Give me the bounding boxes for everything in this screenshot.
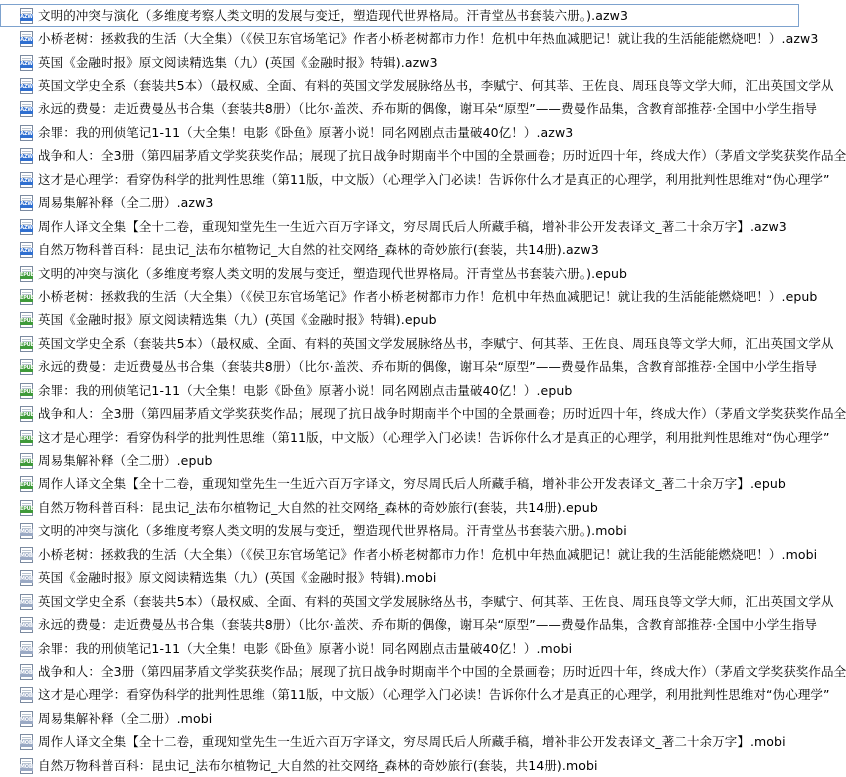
- file-type-badge: EPUB: [20, 294, 35, 301]
- azw3-file-icon: [20, 242, 33, 258]
- file-row[interactable]: [0, 356, 818, 379]
- mobi-file-icon: [20, 687, 33, 703]
- epub-file-icon: [20, 500, 33, 516]
- file-row[interactable]: [0, 98, 818, 121]
- file-row[interactable]: [0, 426, 830, 449]
- file-name: 文明的冲突与演化（多维度考察人类文明的发展与变迁，塑造现代世界格局。汗青堂丛书套装六册。).azw3: [38, 7, 628, 23]
- file-row[interactable]: [0, 192, 800, 215]
- file-name: 这才是心理学：看穿伪科学的批判性思维（第11版，中文版）（心理学入门必读！告诉你什么才是真正的心理学，利用批判性思维对“伪心理学”: [38, 687, 830, 703]
- file-type-badge: EPUB: [20, 341, 35, 348]
- file-name: 文明的冲突与演化（多维度考察人类文明的发展与变迁，塑造现代世界格局。汗青堂丛书套装六册。).mobi: [38, 523, 627, 539]
- file-name: 周作人译文全集【全十二卷，重现知堂先生一生近六百万字译文，穷尽周氏后人所藏手稿，增补非公开发表译文_著二十余万字】.mobi: [38, 734, 786, 750]
- file-type-badge: EPUB: [20, 435, 35, 442]
- file-name: 永远的费曼：走近费曼丛书合集（套装共8册）（比尔·盖茨、乔布斯的偶像，谢耳朵“原型”——费曼作品集，含教育部推荐·全国中小学生指导: [38, 359, 818, 375]
- file-name: 英国文学史全系（套装共5本）（最权威、全面、有料的英国文学发展脉络丛书，李赋宁、何其莘、王佐良、周珏良等文学大师，汇出英国文学从: [38, 335, 834, 351]
- file-name: 英国《金融时报》原文阅读精选集（九）(英国《金融时报》特辑).mobi: [38, 570, 437, 586]
- file-name: 余罪：我的刑侦笔记1-11（大全集！电影《卧鱼》原著小说！同名网剧点击量破40亿！）.mobi: [38, 640, 573, 656]
- file-name: 自然万物科普百科：昆虫记_法布尔植物记_大自然的社交网络_森林的奇妙旅行(套装，共14册).azw3: [38, 242, 599, 258]
- epub-file-icon: [20, 430, 33, 446]
- file-name: 周作人译文全集【全十二卷，重现知堂先生一生近六百万字译文，穷尽周氏后人所藏手稿，增补非公开发表译文_著二十余万字】.azw3: [38, 218, 787, 234]
- file-row[interactable]: [0, 379, 800, 402]
- file-type-badge: EPUB: [20, 365, 35, 372]
- file-name: 英国《金融时报》原文阅读精选集（九）(英国《金融时报》特辑).epub: [38, 312, 437, 328]
- mobi-file-icon: [20, 641, 33, 657]
- file-type-badge: EPUB: [20, 482, 35, 489]
- file-name: 这才是心理学：看穿伪科学的批判性思维（第11版，中文版）（心理学入门必读！告诉你什么才是真正的心理学，利用批判性思维对“伪心理学”: [38, 429, 830, 445]
- file-type-badge: AZW: [20, 107, 33, 114]
- azw3-file-icon: [20, 8, 33, 24]
- azw3-file-icon: [20, 31, 33, 47]
- azw3-file-icon: [20, 148, 33, 164]
- file-row[interactable]: [0, 637, 800, 660]
- file-name: 永远的费曼：走近费曼丛书合集（套装共8册）（比尔·盖茨、乔布斯的偶像，谢耳朵“原型”——费曼作品集，含教育部推荐·全国中小学生指导: [38, 617, 818, 633]
- file-name: 小桥老树：拯救我的生活（大全集）（《侯卫东官场笔记》作者小桥老树都市力作！危机中年热血减肥记！就让我的生活能能燃烧吧！）.mobi: [38, 546, 818, 562]
- file-type-badge: AZW: [20, 37, 33, 44]
- file-row[interactable]: [0, 145, 846, 168]
- file-name: 战争和人：全3册（第四届茅盾文学奖获奖作品；展现了抗日战争时期南半个中国的全景画卷；历时近四十年，终成大作）（茅盾文学奖获奖作品全: [38, 148, 846, 164]
- file-row[interactable]: [0, 4, 799, 27]
- file-name: 余罪：我的刑侦笔记1-11（大全集！电影《卧鱼》原著小说！同名网剧点击量破40亿！）.epub: [38, 382, 573, 398]
- file-name: 战争和人：全3册（第四届茅盾文学奖获奖作品；展现了抗日战争时期南半个中国的全景画卷；历时近四十年，终成大作）（茅盾文学奖获奖作品全: [38, 406, 846, 422]
- mobi-file-icon: [20, 523, 33, 539]
- file-row[interactable]: [0, 520, 800, 543]
- file-name: 英国《金融时报》原文阅读精选集（九）(英国《金融时报》特辑).azw3: [38, 54, 438, 70]
- file-type-badge: AZW: [20, 84, 33, 91]
- file-name: 自然万物科普百科：昆虫记_法布尔植物记_大自然的社交网络_森林的奇妙旅行(套装，共14册).mobi: [38, 757, 598, 773]
- file-row[interactable]: [0, 731, 800, 754]
- mobi-file-icon: [20, 664, 33, 680]
- file-row[interactable]: [0, 543, 818, 566]
- file-type-badge: MOBI: [20, 646, 35, 653]
- file-type-badge: AZW: [20, 177, 33, 184]
- file-name: 周作人译文全集【全十二卷，重现知堂先生一生近六百万字译文，穷尽周氏后人所藏手稿，增补非公开发表译文_著二十余万字】.epub: [38, 476, 786, 492]
- file-name: 文明的冲突与演化（多维度考察人类文明的发展与变迁，塑造现代世界格局。汗青堂丛书套装六册。).epub: [38, 265, 628, 281]
- azw3-file-icon: [20, 55, 33, 71]
- azw3-file-icon: [20, 101, 33, 117]
- file-row[interactable]: [0, 309, 800, 332]
- file-row[interactable]: [0, 684, 830, 707]
- file-type-badge: EPUB: [20, 412, 35, 419]
- mobi-file-icon: [20, 547, 33, 563]
- file-row[interactable]: [0, 449, 800, 472]
- file-row[interactable]: [0, 51, 800, 74]
- file-name: 英国文学史全系（套装共5本）（最权威、全面、有料的英国文学发展脉络丛书，李赋宁、何其莘、王佐良、周珏良等文学大师，汇出英国文学从: [38, 593, 834, 609]
- azw3-file-icon: [20, 172, 33, 188]
- mobi-file-icon: [20, 617, 33, 633]
- file-row[interactable]: [0, 707, 800, 730]
- file-type-badge: AZW: [20, 13, 33, 20]
- epub-file-icon: [20, 406, 33, 422]
- file-row[interactable]: [0, 121, 800, 144]
- azw3-file-icon: [20, 78, 33, 94]
- file-name: 小桥老树：拯救我的生活（大全集）（《侯卫东官场笔记》作者小桥老树都市力作！危机中年热血减肥记！就让我的生活能能燃烧吧！）.azw3: [38, 31, 819, 47]
- file-type-badge: MOBI: [20, 693, 35, 700]
- file-row[interactable]: [0, 215, 800, 238]
- file-name: 这才是心理学：看穿伪科学的批判性思维（第11版，中文版）（心理学入门必读！告诉你什么才是真正的心理学，利用批判性思维对“伪心理学”: [38, 171, 830, 187]
- file-type-badge: AZW: [20, 224, 33, 231]
- epub-file-icon: [20, 359, 33, 375]
- file-type-badge: MOBI: [20, 740, 35, 747]
- file-name: 周易集解补释（全二册）.epub: [38, 453, 213, 469]
- file-type-badge: AZW: [20, 201, 33, 208]
- epub-file-icon: [20, 312, 33, 328]
- file-type-badge: AZW: [20, 154, 33, 161]
- file-type-badge: EPUB: [20, 271, 35, 278]
- file-row[interactable]: [0, 613, 818, 636]
- file-type-badge: MOBI: [20, 576, 35, 583]
- file-name: 自然万物科普百科：昆虫记_法布尔植物记_大自然的社交网络_森林的奇妙旅行(套装，共14册).epub: [38, 499, 598, 515]
- file-type-badge: MOBI: [20, 529, 35, 536]
- file-type-badge: EPUB: [20, 318, 35, 325]
- file-type-badge: MOBI: [20, 763, 35, 770]
- epub-file-icon: [20, 476, 33, 492]
- file-row[interactable]: [0, 660, 846, 683]
- file-type-badge: EPUB: [20, 459, 35, 466]
- azw3-file-icon: [20, 195, 33, 211]
- file-row[interactable]: [0, 168, 830, 191]
- epub-file-icon: [20, 289, 33, 305]
- mobi-file-icon: [20, 594, 33, 610]
- file-type-badge: MOBI: [20, 552, 35, 559]
- file-type-badge: AZW: [20, 60, 33, 67]
- mobi-file-icon: [20, 711, 33, 727]
- file-type-badge: MOBI: [20, 599, 35, 606]
- file-name: 周易集解补释（全二册）.mobi: [38, 710, 213, 726]
- file-name: 战争和人：全3册（第四届茅盾文学奖获奖作品；展现了抗日战争时期南半个中国的全景画卷；历时近四十年，终成大作）（茅盾文学奖获奖作品全: [38, 663, 846, 679]
- file-type-badge: AZW: [20, 248, 33, 255]
- file-name: 英国文学史全系（套装共5本）（最权威、全面、有料的英国文学发展脉络丛书，李赋宁、何其莘、王佐良、周珏良等文学大师，汇出英国文学从: [38, 78, 834, 94]
- file-row[interactable]: [0, 74, 834, 97]
- file-name: 余罪：我的刑侦笔记1-11（大全集！电影《卧鱼》原著小说！同名网剧点击量破40亿！）.azw3: [38, 124, 574, 140]
- file-row[interactable]: [0, 590, 834, 613]
- azw3-file-icon: [20, 125, 33, 141]
- mobi-file-icon: [20, 758, 33, 774]
- file-name: 小桥老树：拯救我的生活（大全集）（《侯卫东官场笔记》作者小桥老树都市力作！危机中年热血减肥记！就让我的生活能能燃烧吧！）.epub: [38, 288, 818, 304]
- epub-file-icon: [20, 336, 33, 352]
- epub-file-icon: [20, 453, 33, 469]
- file-name: 永远的费曼：走近费曼丛书合集（套装共8册）（比尔·盖茨、乔布斯的偶像，谢耳朵“原型”——费曼作品集，含教育部推荐·全国中小学生指导: [38, 101, 818, 117]
- file-row[interactable]: [0, 238, 800, 261]
- file-row[interactable]: [0, 332, 834, 355]
- mobi-file-icon: [20, 570, 33, 586]
- azw3-file-icon: [20, 219, 33, 235]
- file-list: [0, 4, 846, 773]
- file-row[interactable]: [0, 402, 846, 425]
- mobi-file-icon: [20, 734, 33, 750]
- file-type-badge: MOBI: [20, 716, 35, 723]
- file-type-badge: MOBI: [20, 623, 35, 630]
- epub-file-icon: [20, 266, 33, 282]
- file-row[interactable]: [0, 262, 800, 285]
- file-type-badge: EPUB: [20, 505, 35, 512]
- epub-file-icon: [20, 383, 33, 399]
- file-row[interactable]: [0, 567, 800, 590]
- file-row[interactable]: [0, 754, 800, 777]
- file-row[interactable]: [0, 473, 800, 496]
- file-type-badge: MOBI: [20, 669, 35, 676]
- file-name: 周易集解补释（全二册）.azw3: [38, 195, 214, 211]
- file-type-badge: EPUB: [20, 388, 35, 395]
- file-row[interactable]: [0, 285, 818, 308]
- file-type-badge: AZW: [20, 130, 33, 137]
- file-row[interactable]: [0, 27, 819, 50]
- file-row[interactable]: [0, 496, 800, 519]
